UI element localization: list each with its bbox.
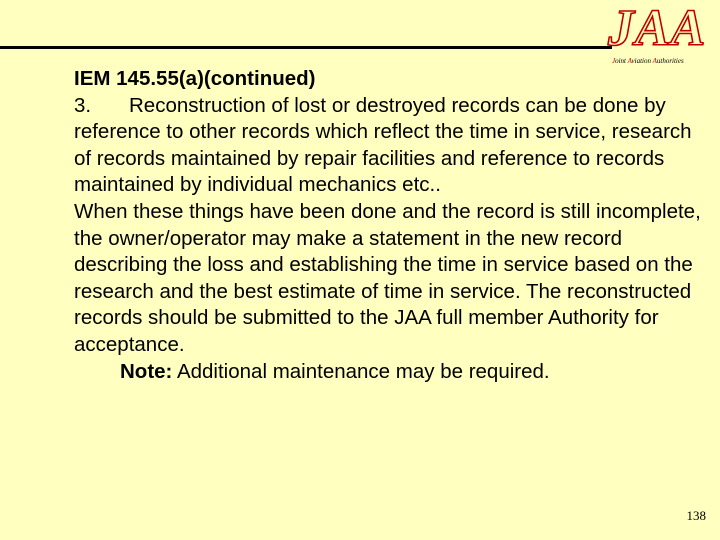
paragraph-reconstruction-text: Reconstruction of lost or destroyed records can be done by reference to other records which reflect the time in service, research of records maintained by repair facilities and reference to records maintained by individual mechanics etc.. [74, 93, 692, 197]
jaa-logo-subtitle: Joint Aviation Authorities [612, 57, 684, 65]
page-number: 138 [686, 508, 706, 523]
slide-content [74, 66, 704, 385]
jaa-logo [604, 0, 720, 68]
note-text: Additional maintenance may be required. [172, 359, 550, 383]
note [74, 359, 704, 386]
slide-title: IEM 145.55(a)(continued) [74, 67, 316, 90]
paragraph-reconstruction [74, 93, 704, 199]
jaa-logo-letters: JAA [608, 0, 707, 57]
item-number: 3. [74, 93, 92, 117]
header-rule [0, 46, 612, 49]
paragraph-statement: When these things have been done and the record is still incomplete, the owner/operator may make a statement in the new record describing the loss and establishing the time in service based on the research and the best estimate of time in service. The reconstructed records should be submitted to the JAA full member Authority for acceptance. [74, 199, 701, 356]
note-label: Note: [120, 359, 173, 383]
